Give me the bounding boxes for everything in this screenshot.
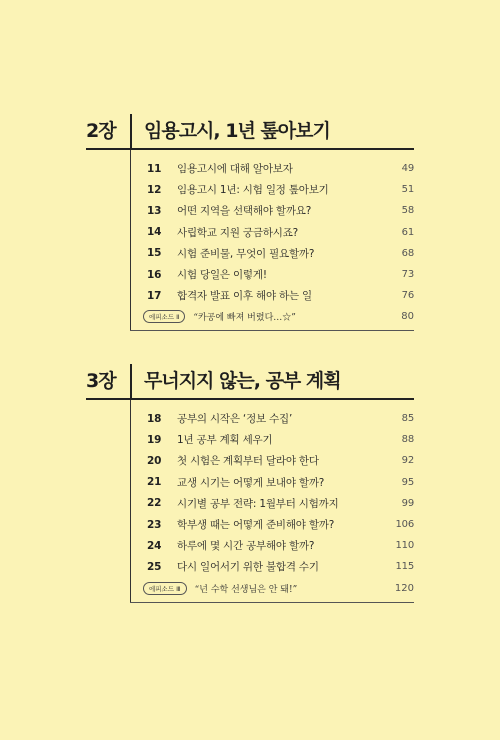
episode-entry[interactable] bbox=[143, 578, 414, 599]
toc-entries bbox=[130, 400, 414, 603]
entry-number: 13 bbox=[147, 204, 162, 217]
entry-title: 첫 시험은 계획부터 달라야 한다 bbox=[177, 455, 319, 468]
toc-entry[interactable] bbox=[131, 243, 414, 264]
entry-title: 합격자 발표 이후 해야 하는 일 bbox=[177, 290, 313, 303]
toc-entries bbox=[130, 150, 414, 331]
entry-number: 15 bbox=[147, 247, 162, 260]
entry-title: 어떤 지역을 선택해야 할까요? bbox=[177, 205, 312, 218]
entry-number: 12 bbox=[147, 183, 162, 196]
entry-page: 61 bbox=[401, 226, 414, 238]
chapter-number: 3장 bbox=[86, 370, 116, 392]
entry-title: 임용고시 1년: 시험 일정 톺아보기 bbox=[177, 184, 329, 197]
entry-title: 다시 일어서기 위한 불합격 수기 bbox=[177, 561, 319, 574]
toc-entry[interactable] bbox=[131, 200, 414, 221]
entry-page: 58 bbox=[401, 205, 414, 217]
chapter-header bbox=[86, 114, 414, 150]
toc-entry[interactable] bbox=[131, 514, 414, 535]
entry-page: 49 bbox=[401, 163, 414, 175]
entry-title: 시기별 공부 전략: 1월부터 시험까지 bbox=[177, 497, 339, 510]
entry-title: 학부생 때는 어떻게 준비해야 할까? bbox=[177, 519, 335, 532]
toc-entry[interactable] bbox=[131, 264, 414, 285]
entry-number: 17 bbox=[147, 289, 162, 302]
chapter-number: 2장 bbox=[86, 120, 116, 142]
episode-badge: 에피소드 Ⅱ bbox=[143, 310, 185, 323]
toc-entry[interactable] bbox=[131, 493, 414, 514]
entry-number: 23 bbox=[147, 518, 162, 531]
entry-title: 시험 당일은 이렇게! bbox=[177, 269, 267, 282]
section-bottom-rule bbox=[130, 330, 414, 331]
entry-number: 14 bbox=[147, 226, 162, 239]
chapter-2-section bbox=[86, 114, 414, 331]
episode-page: 120 bbox=[394, 582, 414, 594]
episode-page: 80 bbox=[401, 311, 414, 323]
toc-entry[interactable] bbox=[131, 285, 414, 306]
entry-title: 교생 시기는 어떻게 보내야 할까? bbox=[177, 476, 325, 489]
header-divider bbox=[130, 114, 132, 148]
entry-number: 16 bbox=[147, 268, 162, 281]
entry-number: 20 bbox=[147, 454, 162, 467]
entry-number: 11 bbox=[147, 162, 162, 175]
entry-title: 공부의 시작은 ‘정보 수집’ bbox=[177, 413, 293, 426]
chapter-3-section bbox=[86, 364, 414, 603]
entry-number: 18 bbox=[147, 412, 162, 425]
episode-badge: 에피소드 Ⅲ bbox=[143, 582, 187, 595]
episode-entry[interactable] bbox=[143, 306, 414, 327]
episode-title: “넌 수학 선생님은 안 돼!” bbox=[194, 584, 298, 595]
entry-number: 24 bbox=[147, 539, 162, 552]
entry-title: 하루에 몇 시간 공부해야 할까? bbox=[177, 540, 315, 553]
header-divider bbox=[130, 364, 132, 398]
entry-page: 92 bbox=[401, 455, 414, 467]
entry-page: 68 bbox=[401, 247, 414, 259]
entry-page: 106 bbox=[395, 519, 414, 531]
entry-title: 시험 준비물, 무엇이 필요할까? bbox=[177, 247, 315, 260]
entry-number: 19 bbox=[147, 433, 162, 446]
entry-title: 1년 공부 계획 세우기 bbox=[177, 434, 273, 447]
entry-title: 임용고시에 대해 알아보자 bbox=[177, 163, 293, 176]
entry-page: 76 bbox=[401, 290, 414, 302]
toc-entry[interactable] bbox=[131, 408, 414, 429]
entry-page: 73 bbox=[401, 269, 414, 281]
entry-page: 99 bbox=[401, 497, 414, 509]
toc-entry[interactable] bbox=[131, 535, 414, 556]
toc-entry[interactable] bbox=[131, 429, 414, 450]
entry-page: 85 bbox=[401, 413, 414, 425]
episode-title: “카공에 빠져 버렸다…☆” bbox=[193, 313, 296, 324]
entry-number: 25 bbox=[147, 560, 162, 573]
toc-entry[interactable] bbox=[131, 472, 414, 493]
toc-entry[interactable] bbox=[131, 158, 414, 179]
entry-page: 88 bbox=[401, 434, 414, 446]
toc-entry[interactable] bbox=[131, 222, 414, 243]
section-bottom-rule bbox=[130, 602, 414, 603]
entry-page: 110 bbox=[395, 540, 414, 552]
toc-entry[interactable] bbox=[131, 450, 414, 471]
entry-page: 51 bbox=[401, 184, 414, 196]
entry-title: 사립학교 지원 궁금하시죠? bbox=[177, 226, 299, 239]
entry-page: 95 bbox=[401, 476, 414, 488]
toc-entry[interactable] bbox=[131, 179, 414, 200]
chapter-header bbox=[86, 364, 414, 400]
chapter-title: 임용고시, 1년 톺아보기 bbox=[144, 120, 330, 142]
entry-number: 21 bbox=[147, 476, 162, 489]
entry-number: 22 bbox=[147, 497, 162, 510]
toc-entry[interactable] bbox=[131, 556, 414, 577]
entry-page: 115 bbox=[395, 561, 414, 573]
chapter-title: 무너지지 않는, 공부 계획 bbox=[144, 370, 341, 392]
